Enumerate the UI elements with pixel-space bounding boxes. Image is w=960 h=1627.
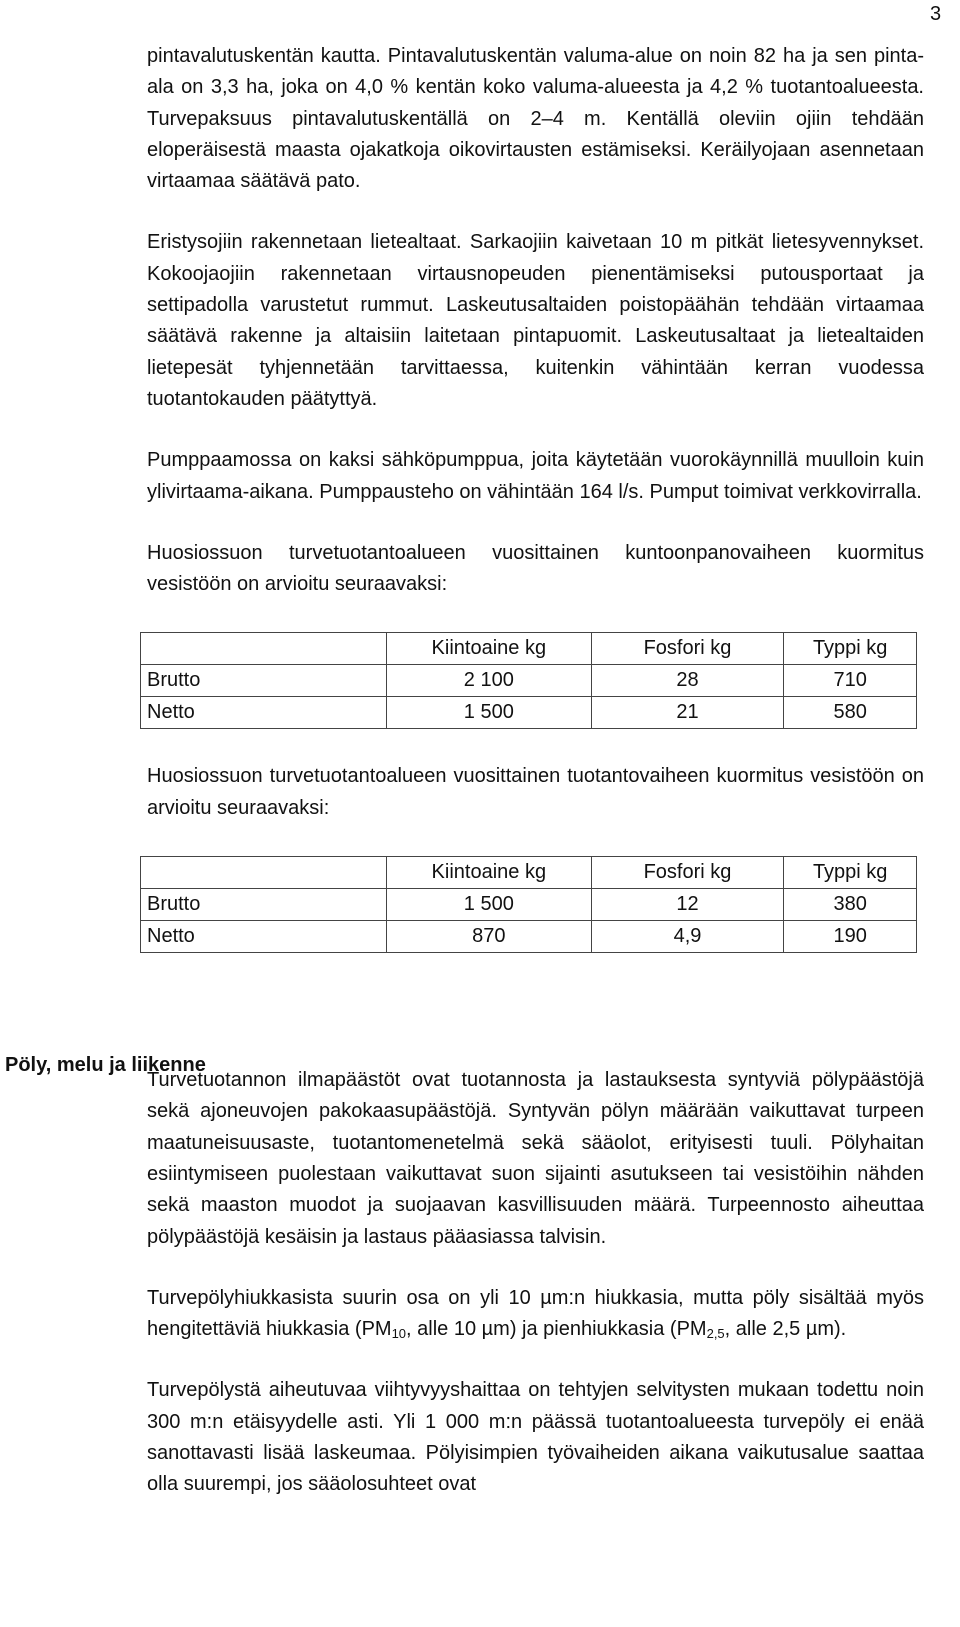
table-row	[141, 697, 917, 729]
table-production-phase-load	[140, 856, 917, 953]
section-heading-dust-noise-traffic: Pöly, melu ja liikenne	[5, 1054, 206, 1076]
table-cell: 1 500	[387, 889, 592, 921]
paragraph-dust-nuisance: Turvepölystä aiheutuvaa viihtyvyyshaittaa on tehtyjen selvitysten mukaan todettu noin 300 m:n etäisyydelle asti. Yli 1 000 m:n päässä tuotantoalueesta turvepöly ei enää sanottavasti lisää laskeumaa. Pölyisimpien työvaiheiden aikana vaikutusalue saattaa olla suurempi, jos sääolosuhteet ovat	[147, 1379, 924, 1496]
table-header-cell: Fosfori kg	[591, 633, 784, 665]
table-cell: 580	[784, 697, 917, 729]
paragraph-production-load-intro: Huosiossuon turvetuotantoalueen vuosittainen tuotantovaiheen kuormitus vesistöön on arvioitu seuraavaksi:	[147, 765, 924, 819]
table-header-cell: Typpi kg	[784, 857, 917, 889]
table-header-cell	[141, 857, 387, 889]
table-cell: Brutto	[141, 665, 387, 697]
paragraph-particle-sizes	[147, 1283, 924, 1346]
table-cell: 21	[591, 697, 784, 729]
paragraph-pumping-station: Pumppaamossa on kaksi sähköpumppua, joita käytetään vuorokäynnillä muulloin kuin ylivirtaama-aikana. Pumppausteho on vähintään 164 l/s. Pumput toimivat verkkovirralla.	[147, 449, 924, 503]
table-cell: 12	[591, 889, 784, 921]
table-row	[141, 889, 917, 921]
table-cell: 28	[591, 665, 784, 697]
table-cell: 2 100	[387, 665, 592, 697]
paragraph-sediment-basins: Eristysojiin rakennetaan lietealtaat. Sarkaojiin kaivetaan 10 m pitkät lietesyvennykset. Kokoojaojiin rakennetaan virtausnopeuden pienentämiseksi putousportaat ja settipadolla varustetut rummut. Laskeutusaltaiden poistopäähän tehdään virtaamaa säätävä rakenne ja altaisiin laitetaan pintapuomit. Laskeutusaltaat ja lietealtaiden lietepesät tyhjennetään tarvittaessa, kuitenkin vähintään kerran vuodessa tuotantokauden päätyttyä.	[147, 231, 924, 410]
table-cell: 190	[784, 921, 917, 953]
paragraph-surface-runoff: pintavalutuskentän kautta. Pintavalutuskentän valuma-alue on noin 82 ha ja sen pinta-ala on 3,3 ha, joka on 4,0 % kentän koko valuma-alueesta ja 4,2 % tuotantoalueesta. Turvepaksuus pintavalutuskentällä on 2–4 m. Kentällä oleviin ojiin tehdään eloperäisestä maasta ojakatkoja oikovirtausten estämiseksi. Keräilyojaan asennetaan virtaamaa säätävä pato.	[147, 45, 924, 193]
table-header-row	[141, 633, 917, 665]
table-header-cell: Typpi kg	[784, 633, 917, 665]
table-cell: 870	[387, 921, 592, 953]
table-cell: Netto	[141, 921, 387, 953]
table-cell: 1 500	[387, 697, 592, 729]
table-header-cell: Kiintoaine kg	[387, 633, 592, 665]
document-body	[147, 41, 924, 1501]
table-row	[141, 921, 917, 953]
text-fragment: , alle 10 µm) ja pienhiukkasia (PM	[406, 1318, 707, 1341]
table-row	[141, 665, 917, 697]
page-number: 3	[930, 3, 942, 25]
text-fragment: Turvepölyhiukkasista suurin osa on yli 10 µm:n hiukkasia, mutta pöly sisältää myös hengitettäviä hiukkasia (PM	[147, 1286, 924, 1341]
table-header-cell: Kiintoaine kg	[387, 857, 592, 889]
table-header-cell: Fosfori kg	[591, 857, 784, 889]
table-cell: 380	[784, 889, 917, 921]
subscript: 10	[391, 1326, 407, 1342]
table-cell: Brutto	[141, 889, 387, 921]
table-header-cell	[141, 633, 387, 665]
table-cell: 710	[784, 665, 917, 697]
table-header-row	[141, 857, 917, 889]
table-preparation-phase-load	[140, 632, 917, 729]
subscript: 2,5	[706, 1326, 725, 1342]
text-fragment: , alle 2,5 µm).	[724, 1318, 847, 1341]
table-cell: 4,9	[591, 921, 784, 953]
table-cell: Netto	[141, 697, 387, 729]
paragraph-air-emissions: Turvetuotannon ilmapäästöt ovat tuotannosta ja lastauksesta syntyviä pölypäästöjä sekä ajoneuvojen pakokaasupäästöjä. Syntyvän pölyn määrään vaikuttavat turpeen maatuneisuusaste, tuotantomenetelmä sekä sääolot, erityisesti tuuli. Pölyhaitan esiintymiseen puolestaan vaikuttavat suon sijainti asutukseen tai vesistöihin nähden sekä maaston muodot ja suojaavan kasvillisuuden määrä. Turpeennosto aiheuttaa pölypäästöjä kesäisin ja lastaus pääasiassa talvisin.	[147, 1069, 924, 1248]
paragraph-preparation-load-intro: Huosiossuon turvetuotantoalueen vuosittainen kuntoonpanovaiheen kuormitus vesistöön on arvioitu seuraavaksi:	[147, 541, 924, 596]
